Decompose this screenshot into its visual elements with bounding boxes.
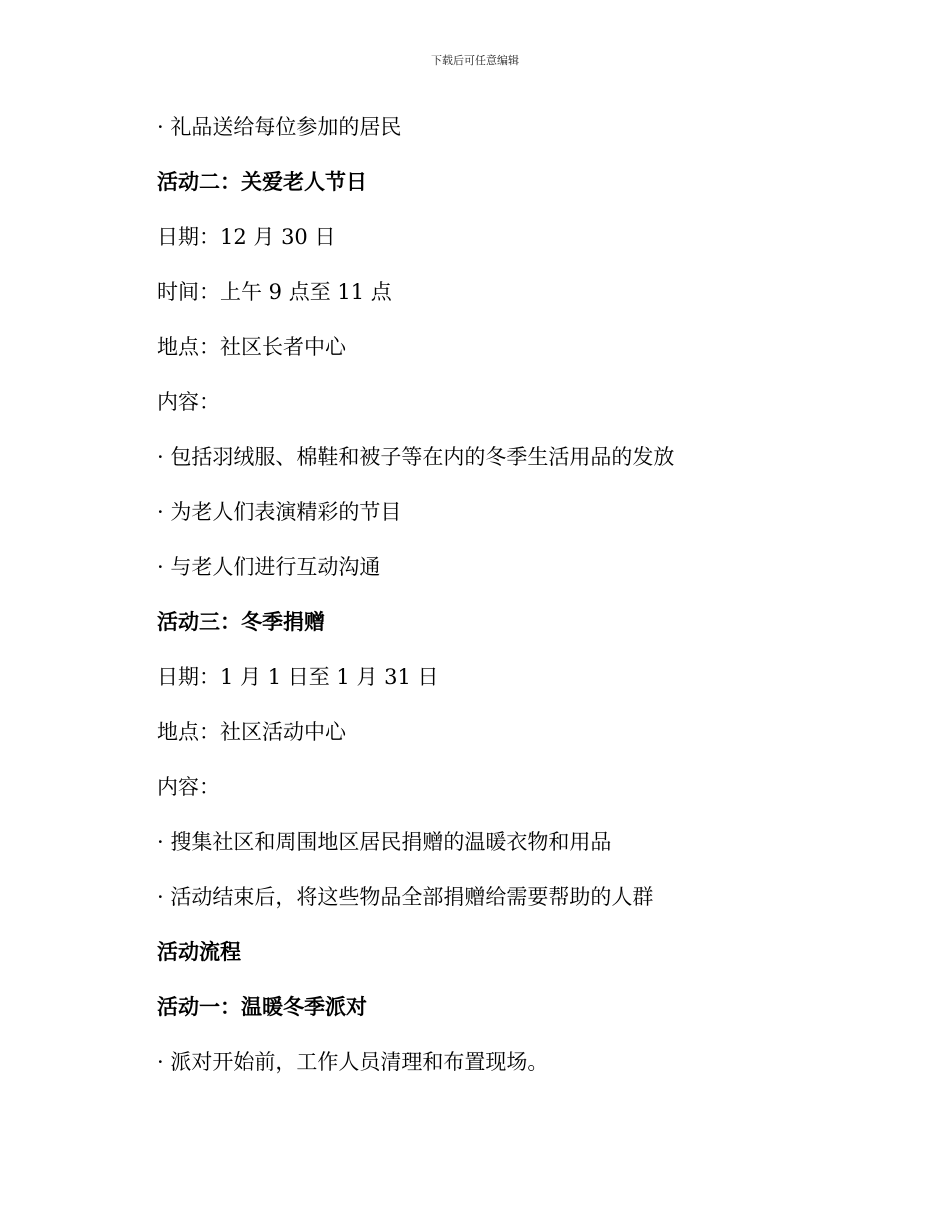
document-body: [157, 110, 857, 1100]
field-content-label: 内容：: [157, 390, 220, 414]
bullet-party-setup: · 派对开始前，工作人员清理和布置现场。: [157, 1050, 549, 1074]
heading-activity-three: 活动三：冬季捐赠: [157, 609, 325, 634]
field-location: 地点：社区活动中心: [157, 720, 346, 744]
field-date: 日期：12 月 30 日: [157, 225, 336, 249]
heading-activity-process: 活动流程: [157, 939, 241, 964]
heading-activity-two: 活动二：关爱老人节日: [157, 169, 367, 194]
heading-activity-one: 活动一：温暖冬季派对: [157, 994, 367, 1019]
bullet-distribute-donations: · 活动结束后，将这些物品全部捐赠给需要帮助的人群: [157, 885, 654, 909]
field-content-label: 内容：: [157, 775, 220, 799]
field-location: 地点：社区长者中心: [157, 335, 346, 359]
page-header: 下载后可任意编辑: [431, 54, 519, 67]
bullet-performance: · 为老人们表演精彩的节目: [157, 500, 402, 524]
bullet-gifts-for-residents: · 礼品送给每位参加的居民: [157, 115, 402, 139]
field-time: 时间：上午 9 点至 11 点: [157, 280, 392, 304]
bullet-collect-donations: · 搜集社区和周围地区居民捐赠的温暖衣物和用品: [157, 830, 612, 854]
field-date: 日期：1 月 1 日至 1 月 31 日: [157, 665, 439, 689]
bullet-winter-supplies: · 包括羽绒服、棉鞋和被子等在内的冬季生活用品的发放: [157, 445, 675, 469]
bullet-interaction: · 与老人们进行互动沟通: [157, 555, 381, 579]
